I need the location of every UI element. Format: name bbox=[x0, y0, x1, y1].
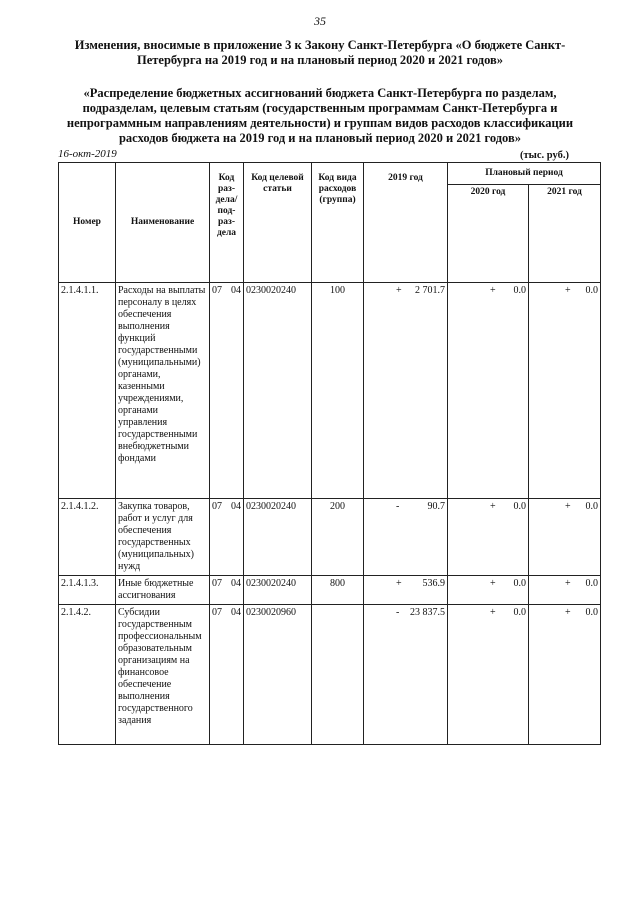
row-2019-value: 536.9 bbox=[422, 578, 445, 589]
row-2019-value: 2 701.7 bbox=[415, 285, 445, 296]
row-2021-value: 0.0 bbox=[585, 285, 598, 296]
row-number: 2.1.4.2. bbox=[59, 605, 116, 745]
row-name bbox=[116, 576, 210, 605]
row-celevaya: 0230020240 bbox=[244, 576, 312, 605]
row-number: 2.1.4.1.1. bbox=[59, 283, 116, 499]
document-subtitle: «Распределение бюджетных ассигнований бюджета Санкт-Петербурга по разделам, подразделам, целевым статьям (государственным программам Санкт-Петербурга и непрограммным направлениям деятельности) и группам видов расходов классификации расходов бюджета на 2019 год и на плановый период 2020 и 2021 годов» bbox=[66, 86, 574, 145]
row-2021-value: 0.0 bbox=[585, 501, 598, 512]
row-2020-sign: + bbox=[490, 285, 496, 296]
header-planned-period: Плановый период bbox=[448, 163, 601, 185]
row-2020-sign: + bbox=[490, 501, 496, 512]
row-2019 bbox=[364, 283, 448, 499]
row-2020-sign: + bbox=[490, 607, 496, 618]
row-2020 bbox=[448, 605, 529, 745]
header-2020: 2020 год bbox=[448, 185, 529, 283]
row-2021-value: 0.0 bbox=[585, 607, 598, 618]
row-razdel bbox=[210, 283, 244, 499]
row-razdel-code: 07 bbox=[212, 285, 222, 296]
row-razdel bbox=[210, 499, 244, 576]
document-date: 16-окт-2019 bbox=[58, 148, 117, 160]
row-podrazdel-code: 04 bbox=[231, 285, 241, 296]
row-name bbox=[116, 605, 210, 745]
row-podrazdel-code: 04 bbox=[231, 607, 241, 618]
row-2020-sign: + bbox=[490, 578, 496, 589]
table-body bbox=[59, 283, 601, 745]
row-2019-value: 90.7 bbox=[427, 501, 445, 512]
row-podrazdel-code: 04 bbox=[231, 501, 241, 512]
row-razdel bbox=[210, 605, 244, 745]
header-razdel: Код раз-дела/ под-раз-дела bbox=[210, 163, 244, 283]
row-2019-sign: + bbox=[396, 285, 402, 296]
row-2020 bbox=[448, 283, 529, 499]
row-2019 bbox=[364, 576, 448, 605]
row-name bbox=[116, 499, 210, 576]
row-razdel-code: 07 bbox=[212, 607, 222, 618]
row-name-text: Субсидии государственным профессиональным образовательным организациям на финансовое обеспечение выполнения государственного задания bbox=[118, 607, 202, 726]
header-2019: 2019 год bbox=[364, 163, 448, 283]
row-2021-sign: + bbox=[565, 501, 571, 512]
document-title: Изменения, вносимые в приложение 3 к Закону Санкт-Петербурга «О бюджете Санкт-Петербурга на 2019 год и на плановый период 2020 и 2021 годов» bbox=[74, 38, 566, 67]
row-razdel-code: 07 bbox=[212, 578, 222, 589]
row-2019-sign: + bbox=[396, 578, 402, 589]
row-number: 2.1.4.1.2. bbox=[59, 499, 116, 576]
row-2019-sign: - bbox=[396, 607, 400, 618]
header-vid: Код вида расходов (группа) bbox=[312, 163, 364, 283]
row-2021 bbox=[529, 499, 601, 576]
units-label: (тыс. руб.) bbox=[520, 150, 569, 161]
row-2020-value: 0.0 bbox=[513, 607, 526, 618]
row-2020-value: 0.0 bbox=[513, 285, 526, 296]
row-2021 bbox=[529, 576, 601, 605]
header-name: Наименование bbox=[116, 163, 210, 283]
row-vid: 200 bbox=[312, 499, 364, 576]
row-celevaya: 0230020240 bbox=[244, 283, 312, 499]
row-vid: 800 bbox=[312, 576, 364, 605]
row-vid: 100 bbox=[312, 283, 364, 499]
row-celevaya: 0230020960 bbox=[244, 605, 312, 745]
header-2021: 2021 год bbox=[529, 185, 601, 283]
row-2021-sign: + bbox=[565, 578, 571, 589]
row-2019 bbox=[364, 605, 448, 745]
row-2019-sign: - bbox=[396, 501, 400, 512]
row-2020-value: 0.0 bbox=[513, 578, 526, 589]
header-celevaya: Код целевой статьи bbox=[244, 163, 312, 283]
row-podrazdel-code: 04 bbox=[231, 578, 241, 589]
row-name bbox=[116, 283, 210, 499]
row-name-text: Иные бюджетные ассигнования bbox=[118, 578, 194, 601]
table-row bbox=[59, 576, 601, 605]
header-number: Номер bbox=[59, 163, 116, 283]
row-2021 bbox=[529, 283, 601, 499]
table-row bbox=[59, 499, 601, 576]
row-celevaya: 0230020240 bbox=[244, 499, 312, 576]
table-row bbox=[59, 605, 601, 745]
row-razdel-code: 07 bbox=[212, 501, 222, 512]
row-2019 bbox=[364, 499, 448, 576]
row-razdel bbox=[210, 576, 244, 605]
row-2020 bbox=[448, 499, 529, 576]
row-name-text: Закупка товаров, работ и услуг для обеспечения государственных (муниципальных) нужд bbox=[118, 501, 194, 572]
row-vid bbox=[312, 605, 364, 745]
row-number: 2.1.4.1.3. bbox=[59, 576, 116, 605]
row-2019-value: 23 837.5 bbox=[410, 607, 445, 618]
row-2020-value: 0.0 bbox=[513, 501, 526, 512]
row-name-text: Расходы на выплаты персоналу в целях обеспечения выполнения функций государственными (муниципальными) органами, казенными учреждениями, органами управления государственными внебюджетными фондами bbox=[118, 285, 206, 464]
budget-table bbox=[58, 162, 601, 745]
row-2020 bbox=[448, 576, 529, 605]
row-2021 bbox=[529, 605, 601, 745]
table-row bbox=[59, 283, 601, 499]
page-number: 35 bbox=[314, 14, 326, 28]
row-2021-sign: + bbox=[565, 285, 571, 296]
row-2021-value: 0.0 bbox=[585, 578, 598, 589]
row-2021-sign: + bbox=[565, 607, 571, 618]
